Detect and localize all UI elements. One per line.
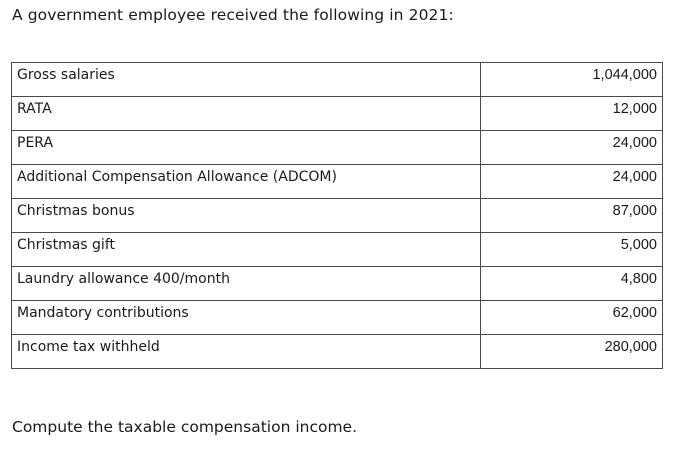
- table-row: [12, 233, 663, 267]
- table-row: [12, 131, 663, 165]
- table-row: [12, 335, 663, 369]
- table-row: [12, 97, 663, 131]
- row-label: Gross salaries: [12, 63, 481, 97]
- row-amount: 87,000: [481, 199, 663, 233]
- table-row: [12, 301, 663, 335]
- row-amount: 24,000: [481, 131, 663, 165]
- row-label: Christmas bonus: [12, 199, 481, 233]
- row-amount: 5,000: [481, 233, 663, 267]
- question-text: Compute the taxable compensation income.: [12, 418, 358, 436]
- row-amount: 12,000: [481, 97, 663, 131]
- row-amount: 1,044,000: [481, 63, 663, 97]
- row-label: PERA: [12, 131, 481, 165]
- table-row: [12, 63, 663, 97]
- table-row: [12, 267, 663, 301]
- row-amount: 4,800: [481, 267, 663, 301]
- row-amount: 280,000: [481, 335, 663, 369]
- table-row: [12, 199, 663, 233]
- row-amount: 62,000: [481, 301, 663, 335]
- row-amount: 24,000: [481, 165, 663, 199]
- compensation-table: [11, 62, 663, 369]
- row-label: RATA: [12, 97, 481, 131]
- row-label: Income tax withheld: [12, 335, 481, 369]
- row-label: Additional Compensation Allowance (ADCOM): [12, 165, 481, 199]
- intro-text: A government employee received the following in 2021:: [12, 6, 454, 24]
- row-label: Mandatory contributions: [12, 301, 481, 335]
- row-label: Laundry allowance 400/month: [12, 267, 481, 301]
- table-row: [12, 165, 663, 199]
- row-label: Christmas gift: [12, 233, 481, 267]
